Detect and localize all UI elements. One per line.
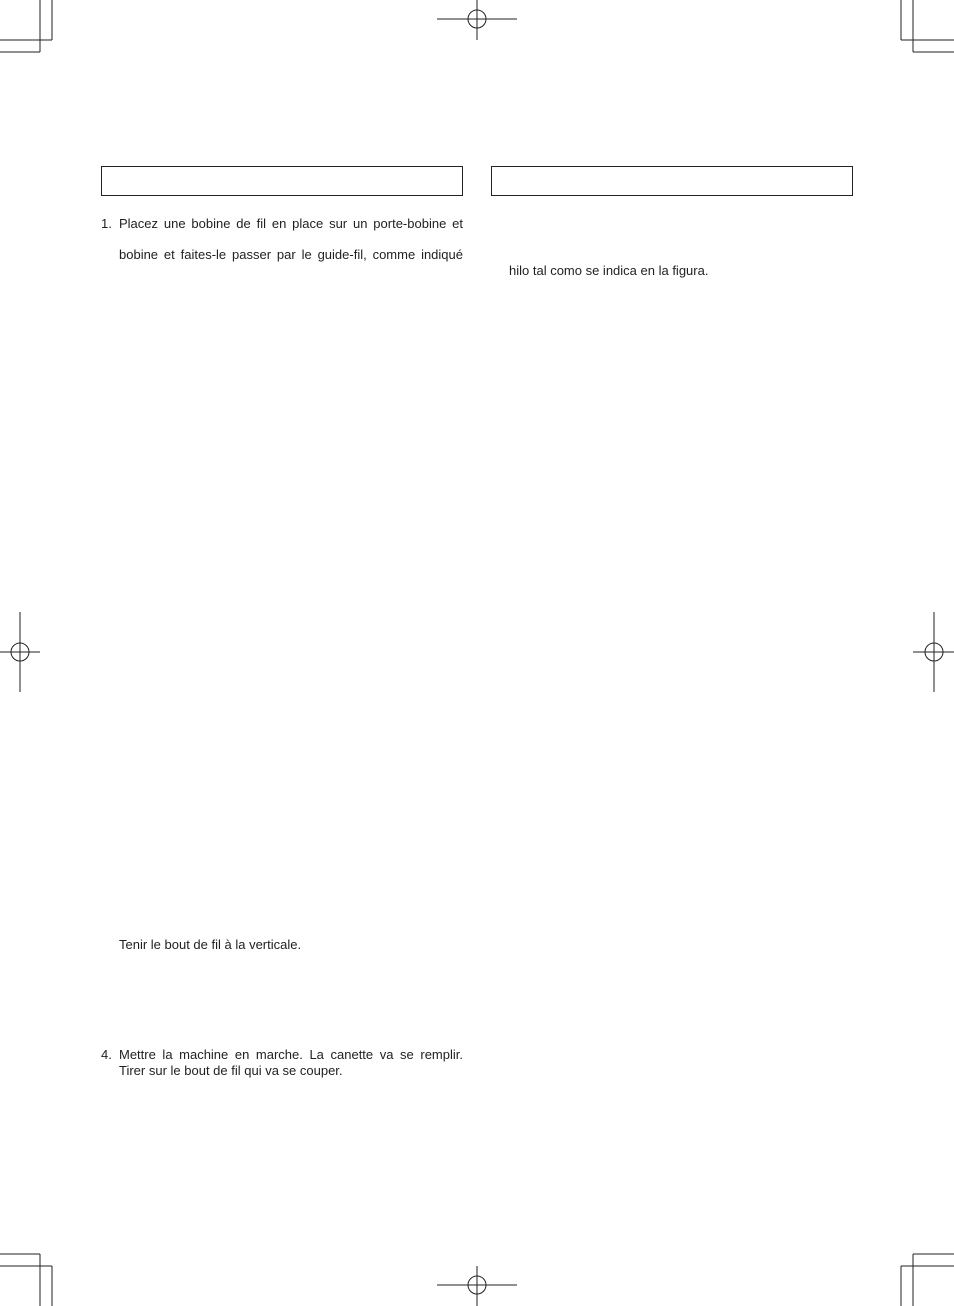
right-line1: hilo tal como se indica en la figura. (509, 263, 709, 278)
registration-mark-left (0, 612, 40, 692)
registration-mark-right (913, 612, 954, 692)
crop-mark-top-left (0, 0, 52, 52)
step-note: Tenir le bout de fil à la verticale. (119, 937, 302, 952)
left-heading-box (101, 166, 463, 196)
step4-line1: Mettre la machine en marche. La canette va se remplir. (119, 1047, 463, 1062)
step4-number: 4. (101, 1047, 112, 1062)
registration-mark-bottom (437, 1266, 517, 1306)
step4-line2: Tirer sur le bout de fil qui va se couper. (119, 1063, 343, 1078)
crop-mark-bottom-left (0, 1254, 52, 1306)
step1-line1: Placez une bobine de fil en place sur un porte-bobine et (119, 216, 463, 231)
right-heading-box (491, 166, 853, 196)
registration-mark-top (437, 0, 517, 40)
step1-number: 1. (101, 216, 112, 231)
step1-line2: bobine et faites-le passer par le guide-fil, comme indiqué (119, 247, 463, 262)
crop-mark-bottom-right (901, 1254, 954, 1306)
crop-mark-top-right (901, 0, 954, 52)
